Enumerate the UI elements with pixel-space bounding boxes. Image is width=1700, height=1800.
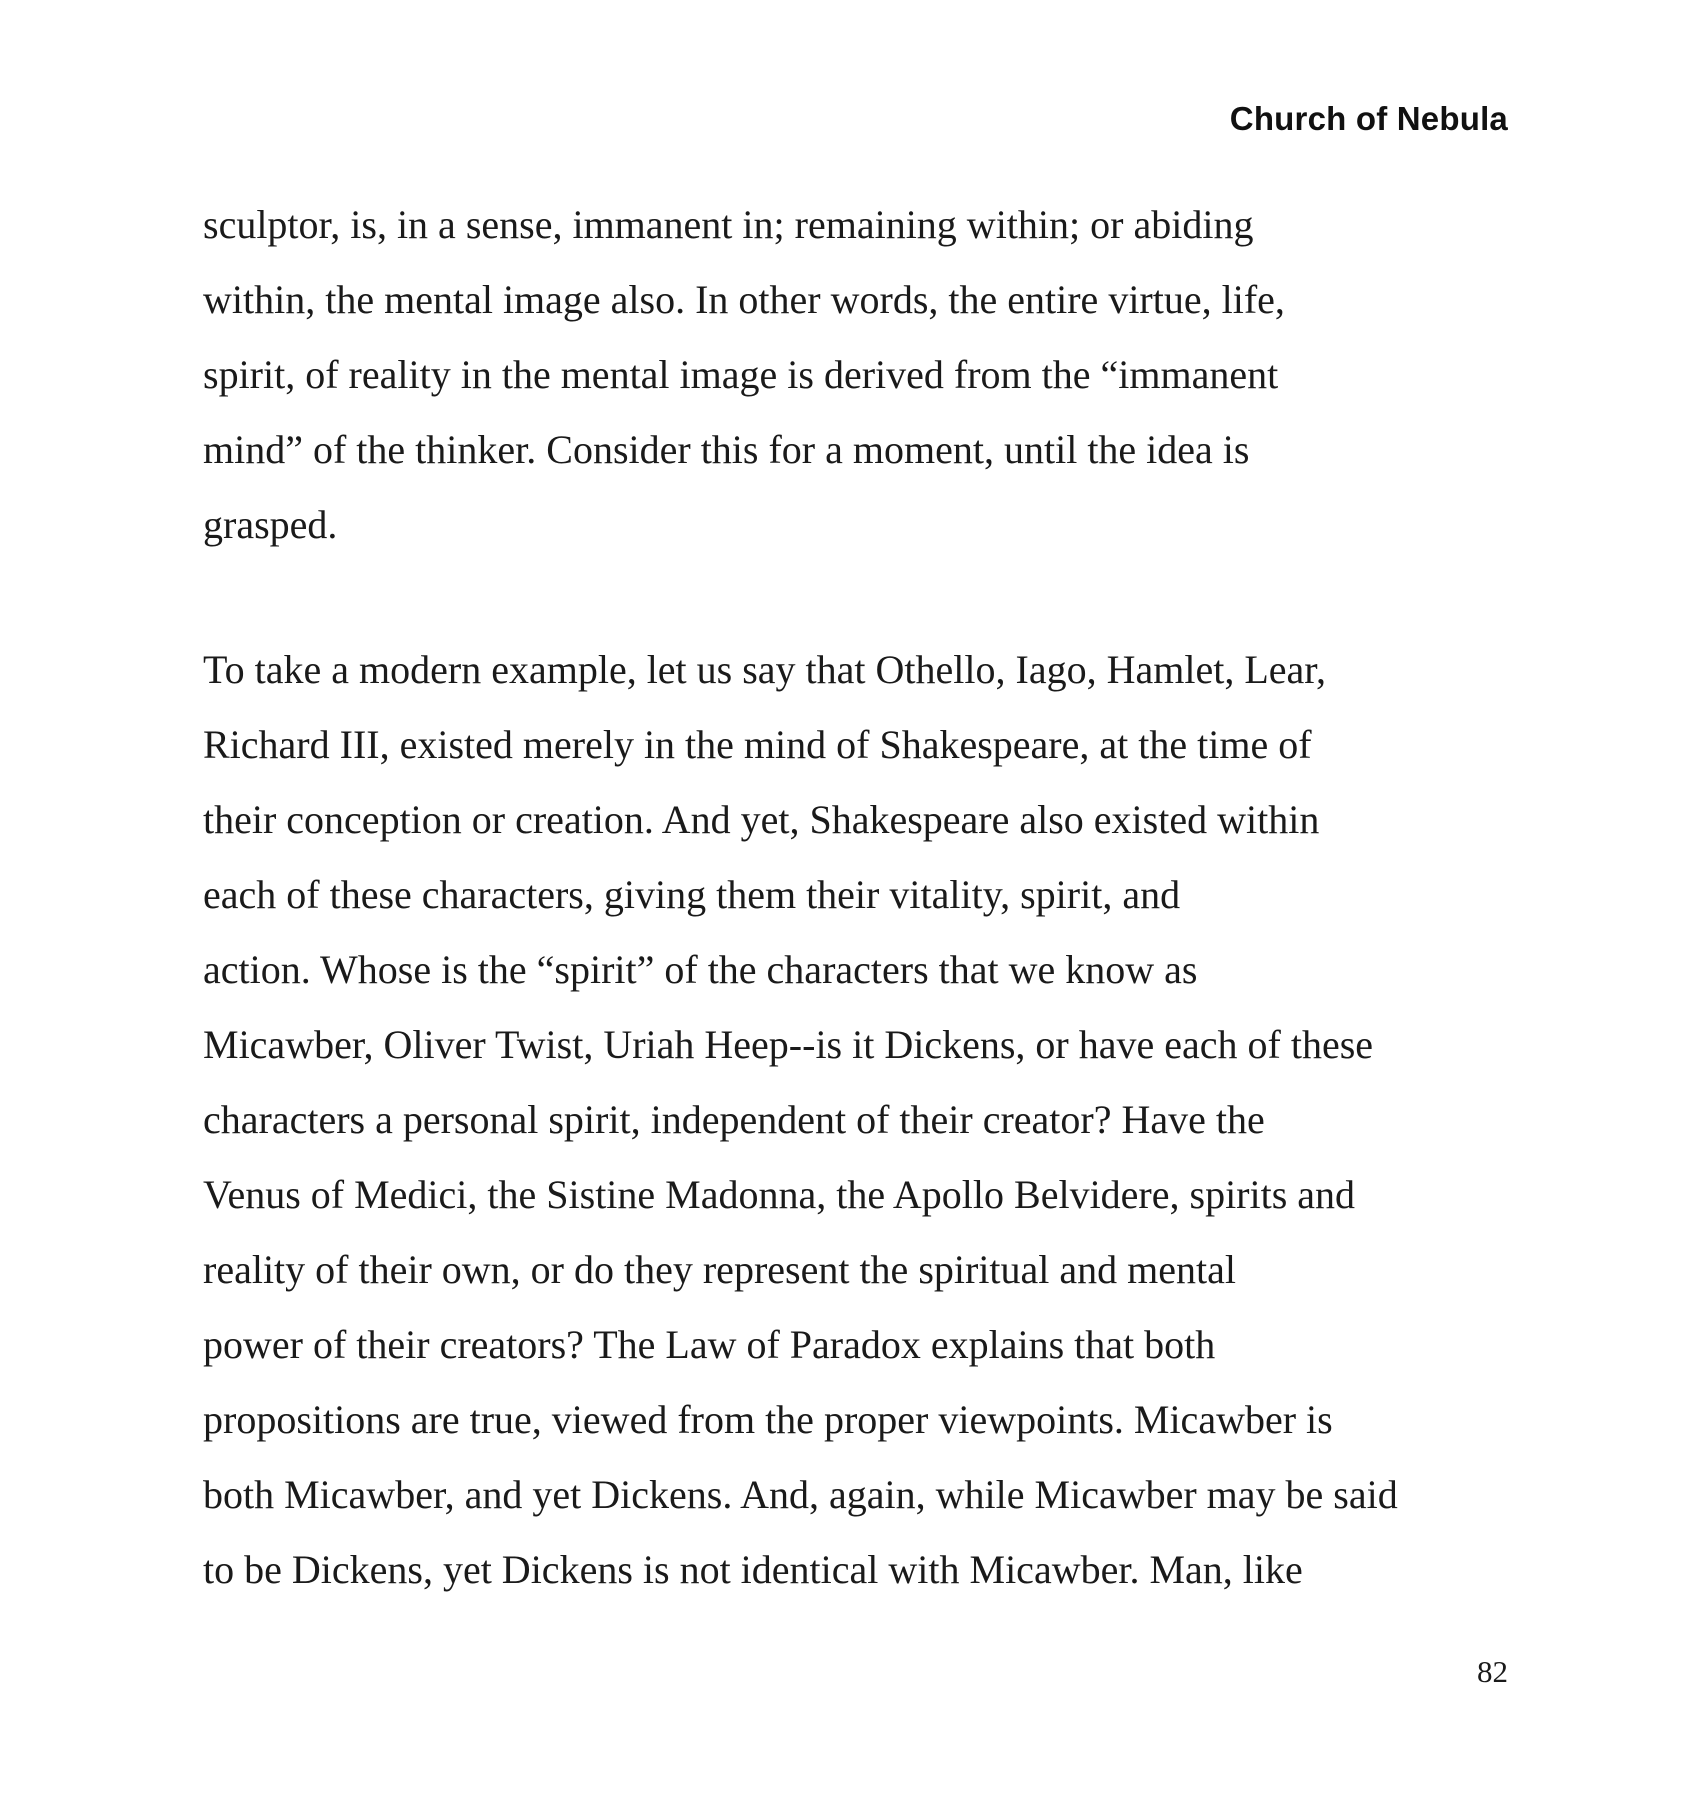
text-line: characters a personal spirit, independent of their creator? Have the [203,1097,1265,1142]
text-line: propositions are true, viewed from the proper viewpoints. Micawber is [203,1397,1333,1442]
text-line: both Micawber, and yet Dickens. And, again, while Micawber may be said [203,1472,1398,1517]
text-line: reality of their own, or do they represent the spiritual and mental [203,1247,1237,1292]
paragraph-1 [203,187,1523,562]
text-line: To take a modern example, let us say that Othello, Iago, Hamlet, Lear, [203,647,1326,692]
text-line: spirit, of reality in the mental image is derived from the “immanent [203,352,1279,397]
page-number: 82 [1477,1654,1508,1689]
text-line: sculptor, is, in a sense, immanent in; remaining within; or abiding [203,202,1254,247]
text-line: each of these characters, giving them their vitality, spirit, and [203,872,1181,917]
text-line: grasped. [203,502,338,547]
text-line: their conception or creation. And yet, Shakespeare also existed within [203,797,1320,842]
text-line: to be Dickens, yet Dickens is not identical with Micawber. Man, like [203,1547,1303,1592]
text-line: action. Whose is the “spirit” of the characters that we know as [203,947,1198,992]
text-line: Richard III, existed merely in the mind of Shakespeare, at the time of [203,722,1312,767]
running-header-title: Church of Nebula [1229,100,1508,137]
text-line: Micawber, Oliver Twist, Uriah Heep--is it Dickens, or have each of these [203,1022,1374,1067]
text-line: power of their creators? The Law of Paradox explains that both [203,1322,1216,1367]
text-line: mind” of the thinker. Consider this for a moment, until the idea is [203,427,1250,472]
text-line: Venus of Medici, the Sistine Madonna, the Apollo Belvidere, spirits and [203,1172,1356,1217]
text-line: within, the mental image also. In other words, the entire virtue, life, [203,277,1285,322]
paragraph-2 [203,632,1523,1607]
